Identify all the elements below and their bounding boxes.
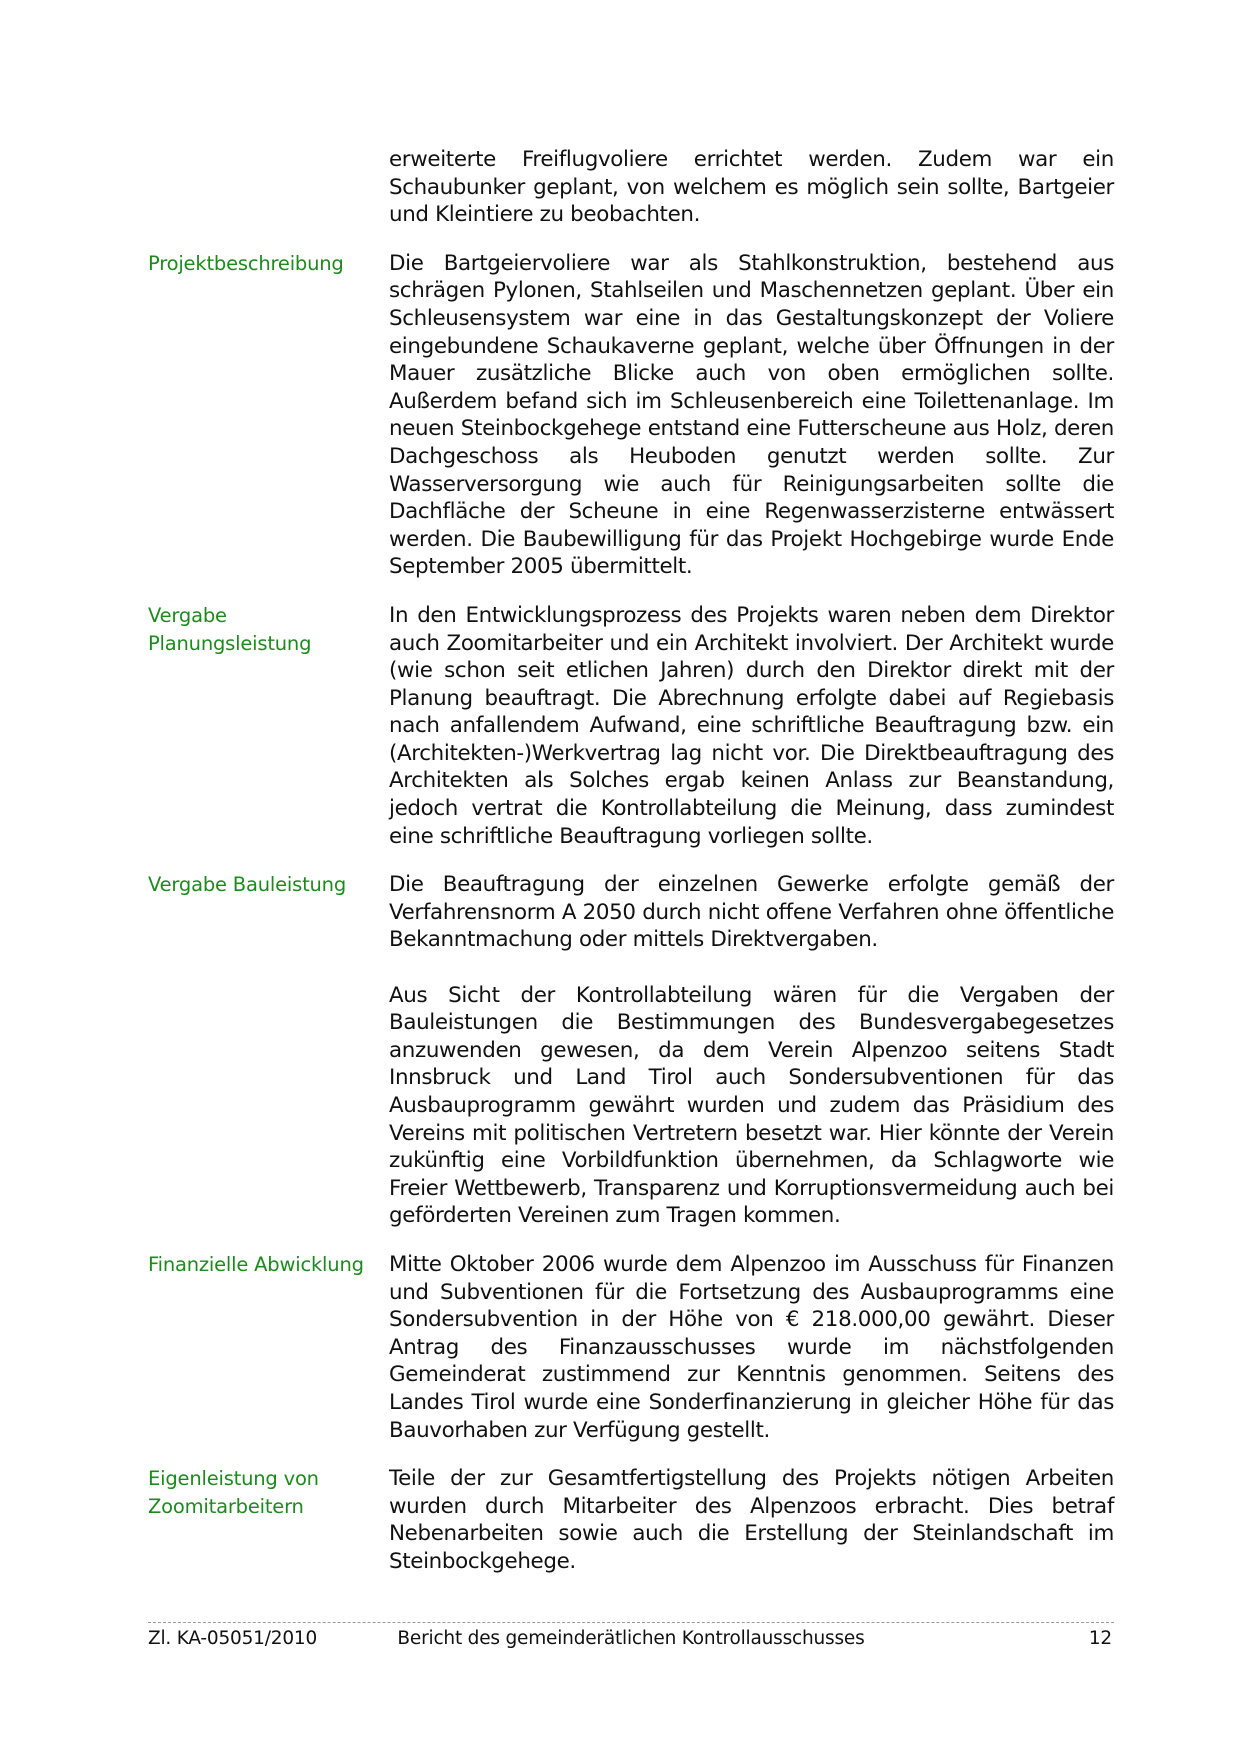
section-body (389, 1251, 1114, 1444)
section-projektbeschreibung (148, 250, 1114, 581)
margin-label: Finanzielle Abwicklung (148, 1252, 364, 1276)
section-finanzielle-abwicklung (148, 1251, 1114, 1444)
footer-title: Bericht des gemeinderätlichen Kontrollausschusses (397, 1628, 865, 1649)
section-body (389, 871, 1114, 1230)
margin-label: Vergabe Planungsleistung (148, 603, 312, 655)
paragraph: In den Entwicklungsprozess des Projekts waren neben dem Direktor auch Zoomitarbeiter und ein Architekt involviert. Der Architekt wurde (wie schon seit etlichen Jahren) durch den Direktor direkt mit der Planung beauftragt. Die Abrechnung erfolgte dabei auf Regiebasis nach anfallendem Aufwand, eine schriftliche Beauftragung bzw. ein (Architekten-)Werkvertrag lag nicht vor. Die Direktbeauftragung des Architekten als Solches ergab keinen Anlass zur Beanstandung, jedoch vertrat die Kontrollabteilung die Meinung, dass zumindest eine schriftliche Beauftragung vorliegen sollte. (389, 602, 1114, 849)
page-number: 12 (1088, 1628, 1112, 1649)
section-vergabe-bauleistung (148, 871, 1114, 1230)
paragraph: Teile der zur Gesamtfertigstellung des Projekts nötigen Arbeiten wurden durch Mitarbeiter des Alpenzoos erbracht. Dies betraf Nebenarbeiten sowie auch die Erstellung der Steinlandschaft im Steinbockgehege. (389, 1466, 1114, 1574)
page-footer (148, 1622, 1114, 1651)
section-body (389, 1465, 1114, 1575)
paragraph: Mitte Oktober 2006 wurde dem Alpenzoo im Ausschuss für Finanzen und Subventionen für die Fortsetzung des Ausbauprogramms eine Sondersubvention in der Höhe von € 218.000,00 gewährt. Dieser Antrag des Finanzausschusses wurde im nächstfolgenden Gemeinderat zustimmend zur Kenntnis genommen. Seitens des Landes Tirol wurde eine Sonderfinanzierung in gleicher Höhe für das Bauvorhaben zur Verfügung gestellt. (389, 1251, 1114, 1443)
paragraph: Aus Sicht der Kontrollabteilung wären für die Vergaben der Bauleistungen die Bestimmungen des Bundesvergabegesetzes anzuwenden gewesen, da dem Verein Alpenzoo seitens Stadt Innsbruck und Land Tirol auch Sondersubventionen für das Ausbauprogramm gewährt wurden und zudem das Präsidium des Vereins mit politischen Vertretern besetzt war. Hier könnte der Verein zukünftig eine Vorbildfunktion übernehmen, da Schlagworte wie Freier Wettbewerb, Transparenz und Korruptionsvermeidung auch bei geförderten Vereinen zum Tragen kommen. (389, 982, 1114, 1229)
paragraph: erweiterte Freiflugvoliere errichtet werden. Zudem war ein Schaubunker geplant, von welchem es möglich sein sollte, Bartgeier und Kleintiere zu beobachten. (389, 147, 1114, 228)
section-body (389, 146, 1114, 229)
section-body (389, 602, 1114, 850)
margin-label: Eigenleistung von Zoomitarbeitern (148, 1467, 319, 1518)
section-intro-continuation (148, 146, 1114, 229)
footer-reference: Zl. KA-05051/2010 (148, 1628, 318, 1649)
section-eigenleistung (148, 1465, 1114, 1575)
page-content (148, 146, 1114, 1597)
section-vergabe-planungsleistung (148, 602, 1114, 850)
paragraph: Die Bartgeiervoliere war als Stahlkonstruktion, bestehend aus schrägen Pylonen, Stahlseilen und Maschennetzen geplant. Über ein Schleusensystem war eine in das Gestaltungskonzept der Voliere eingebundene Schaukaverne geplant, welche über Öffnungen in der Mauer zusätzliche Blicke auch von oben ermöglichen sollte. Außerdem befand sich im Schleusenbereich eine Toilettenanlage. Im neuen Steinbockgehege entstand eine Futterscheune aus Holz, deren Dachgeschoss als Heuboden genutzt werden sollte. Zur Wasserversorgung wie auch für Reinigungsarbeiten sollte die Dachfläche der Scheune in eine Regenwasserzisterne entwässert werden. Die Baubewilligung für das Projekt Hochgebirge wurde Ende September 2005 übermittelt. (389, 250, 1114, 580)
section-body (389, 250, 1114, 581)
margin-label: Projektbeschreibung (148, 251, 344, 275)
paragraph: Die Beauftragung der einzelnen Gewerke erfolgte gemäß der Verfahrensnorm A 2050 durch nicht offene Verfahren ohne öffentliche Bekanntmachung oder mittels Direktvergaben. (389, 872, 1114, 953)
margin-label: Vergabe Bauleistung (148, 873, 347, 897)
